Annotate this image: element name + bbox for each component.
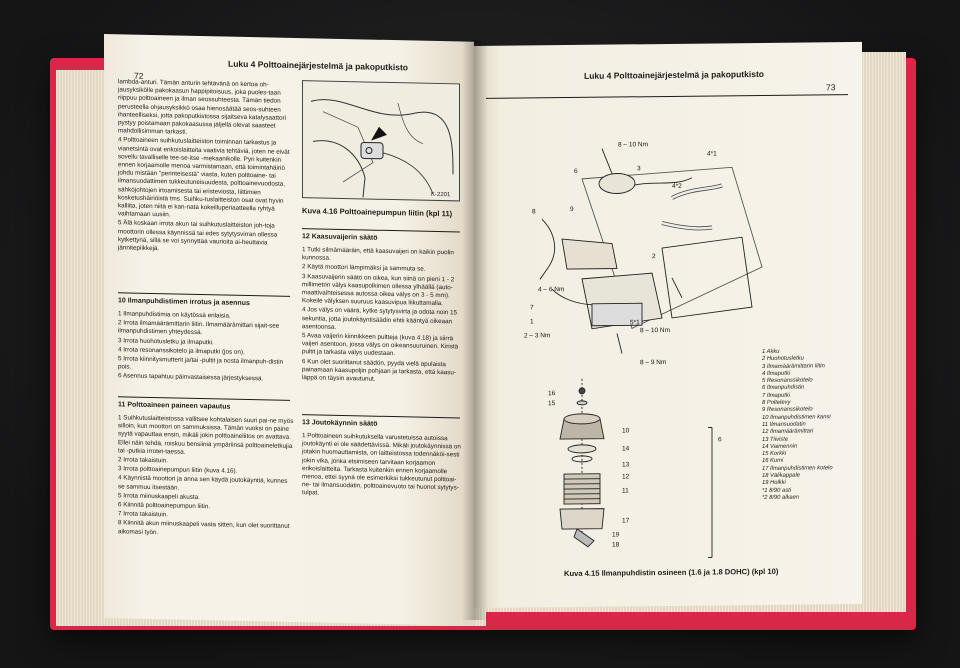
callout-torque: 8 – 10 Nm bbox=[618, 141, 648, 149]
callout-number: 13 bbox=[622, 461, 630, 469]
legend-item: 11 Ilmansuodatin bbox=[762, 421, 806, 428]
callout-number: 12 bbox=[622, 473, 630, 481]
section-13-title: 13 Joutokäynnin säätö bbox=[302, 414, 460, 429]
intro-paragraph: 5 Älä koskaan irrota akun tai suihkutuslaitteiston joh-toja moottorin ollessa käynnissä tai edes sytytysvirran ollessa kytkettynä, sillä se voi synnyttää vaurioita ai-heuttavia jännitepiikkejä. bbox=[118, 219, 278, 253]
step: 1 Ilmanpuhdistimia on käytössä erilaisia. bbox=[118, 310, 231, 320]
step: 2 Irrota takaistuin. bbox=[118, 456, 169, 465]
callout-number: 2 bbox=[652, 253, 656, 261]
callout-number: 10 bbox=[622, 427, 630, 435]
parts-legend bbox=[762, 348, 858, 502]
left-page-header: Luku 4 Polttoainejärjestelmä ja pakoputkisto bbox=[228, 58, 408, 73]
book-spine-shadow bbox=[462, 40, 488, 620]
step: 5 Irrota kiinnitysmutterit ja/tai -pultit ja nosta ilmanpuh-distin pois. bbox=[118, 355, 284, 371]
right-page-number: 73 bbox=[826, 82, 836, 93]
step: 4 Jos välys on väärä, kytke sytytysvirta ja odota noin 15 sekuntia, jotta joutokäyntisäädin ehtii kääntyä oikeaan asentoonsa. bbox=[302, 306, 458, 331]
figure-code: K-2201 bbox=[431, 191, 451, 199]
section-11-body bbox=[118, 414, 294, 541]
legend-item: 6 Ilmanpuhdistin bbox=[762, 385, 805, 392]
section-13-body bbox=[302, 432, 462, 502]
callout-number: 1 bbox=[530, 318, 534, 326]
figure-4-16-caption: Kuva 4.16 Polttoainepumpun liitin (kpl 11) bbox=[302, 206, 453, 219]
step: 1 Polttoaineen suihkutuksella varustetuissa autoissa joutokäynti ei ole säädettävissä. Mikäli joutokäynnissä on jotakin huomauttamista, on laitteistossa todennäköi-sesti jokin vika, jonka etsimiseen tarvitaan korjaamon erikoislaitteita. Tarkasta kuitenkin ennen korjaamolle menoa, ettei syynä ole esimerkiksi tukkeutunut polttoai-ne- tai ilmansuodatin, polttoainevuoto tai huonot sytytys-tulpat. bbox=[302, 432, 461, 497]
step: 5 Avaa vaijerin kiinnikkeen pultteja (kuva 4.18) ja siirrä vaijeri asentoon, jossa välys on oikeansuuruinen. Kiristä pultit ja tarkasta välys uudestaan. bbox=[302, 332, 459, 358]
callout-number: 19 bbox=[612, 531, 620, 539]
step: 6 Asennus tapahtuu päinvastaisessa järjestyksessä. bbox=[118, 372, 264, 383]
step: 5 Irrota miinuskaapeli akusta. bbox=[118, 492, 200, 501]
legend-item: 3 Ilmamäärämittarin liitin bbox=[762, 362, 825, 370]
callout-number: 4*1 bbox=[707, 150, 717, 158]
callout-torque: 8 – 9 Nm bbox=[640, 358, 667, 367]
step: 3 Irrota polttoainepumpun liitin (kuva 4.16). bbox=[118, 465, 238, 476]
step: 8 Kiinnitä akun miinuskaapeli vasta sitten, kun olet suorittanut aikomasi työn. bbox=[118, 519, 290, 536]
header-rule bbox=[486, 94, 848, 99]
left-page-number: 72 bbox=[134, 70, 144, 81]
callout-number: 3 bbox=[637, 165, 641, 173]
legend-item: 8 Poltelevy bbox=[762, 399, 791, 407]
engine-bay-drawing bbox=[540, 147, 762, 354]
callout-number: 9 bbox=[570, 205, 574, 213]
legend-item: 15 Korkki bbox=[762, 450, 787, 458]
callout-number: 8 bbox=[532, 208, 536, 216]
legend-item: *2 8/90 alkaen bbox=[762, 494, 800, 501]
callout-number: 14 bbox=[622, 445, 630, 453]
callout-number: 4*2 bbox=[672, 182, 682, 190]
step: 7 Irrota takaistuin. bbox=[118, 510, 169, 519]
air-cleaner-exploded-view bbox=[560, 378, 712, 560]
callout-number: 6 bbox=[718, 436, 722, 444]
callout-number: 5*1 bbox=[630, 319, 640, 327]
callout-number: 17 bbox=[622, 517, 630, 525]
callout-torque: 8 – 10 Nm bbox=[640, 326, 670, 335]
section-12-body bbox=[302, 246, 462, 387]
legend-item: 12 Ilmamäärämittari bbox=[762, 428, 814, 436]
legend-item: 2 Huohotusletku bbox=[762, 355, 804, 363]
legend-item: 4 Ilmaputki bbox=[762, 370, 791, 377]
step: 4 Irrota resonanssikotelo ja ilmaputki (jos on). bbox=[118, 346, 245, 356]
callout-number: 11 bbox=[622, 487, 629, 495]
section-10-title: 10 Ilmanpuhdistimen irrotus ja asennus bbox=[118, 292, 290, 308]
figure-4-16-drawing bbox=[302, 80, 460, 201]
callout-torque: 4 – 6 Nm bbox=[538, 286, 565, 294]
left-column bbox=[118, 78, 294, 257]
figure-4-15-diagram bbox=[522, 127, 772, 549]
section-12-title: 12 Kaasuvaijerin säätö bbox=[302, 228, 460, 243]
step: 2 Käytä moottori lämpimäksi ja sammuta se. bbox=[302, 263, 426, 274]
step: 4 Käynnistä moottori ja anna sen käydä joutokäyntiä, kunnes se sammuu itsestään. bbox=[118, 474, 288, 492]
callout-number: 6 bbox=[574, 167, 578, 175]
callout-torque: 2 – 3 Nm bbox=[524, 332, 551, 340]
callout-number: 7 bbox=[530, 304, 534, 312]
legend-item: 7 Ilmaputki bbox=[762, 392, 791, 399]
left-page bbox=[104, 34, 474, 626]
legend-item: 14 Vaimennin bbox=[762, 443, 798, 450]
legend-item: 1 Akku bbox=[762, 348, 780, 355]
legend-item: *1 8/90 asti bbox=[762, 487, 792, 494]
step: 6 Kun olet suorittanut säädön, pyydä vielä apulaista painamaan kaasupoljin pohjaan ja tarkasta, että kaasu-läppä on täysin avautunut. bbox=[302, 357, 457, 383]
section-11-title: 11 Polttoaineen paineen vapautus bbox=[118, 396, 290, 412]
step: 3 Irrota huohotusletku ja ilmaputki. bbox=[118, 336, 214, 346]
fuel-pump-connector-illustration bbox=[303, 81, 461, 202]
section-10-body bbox=[118, 310, 294, 385]
legend-item: 13 Tiiviste bbox=[762, 436, 789, 443]
figure-4-15-caption: Kuva 4.15 Ilmanpuhdistin osineen (1.6 ja 1.8 DOHC) (kpl 10) bbox=[564, 566, 779, 579]
legend-item: 16 Kumi bbox=[762, 458, 784, 465]
legend-item: 17 Ilmanpuhdistimen kotelo bbox=[762, 464, 833, 472]
intro-paragraph: 4 Polttoaineen suihkutuslaitteiston toiminnan tarkastus ja vianetsintä ovat erikoislaitteita vaativia tehtäviä, joten ne eivät sovellu tavalliselle tee-se-itse -mekaanikolle. Pyri kuitenkin ennen korjaamolle menoa varmistamaan, että toimintahäiriö johdu mistään "perinteisestä" viasta, kuten polttoaine- tai ilmansuodattimen tukkeutuneisuudesta, polttoainevuodosta, sähköjohtojen irtoamisesta tai eristeviosta, liittimien kosketushäiriöistä tms. Suihku-tuslaitteiston osat ovat hyvin kalliita, joten niitä ei kan-nata kokeilluperiaatteella ryhtyä vaihtamaan uusiin. bbox=[118, 136, 290, 219]
step: 2 Irrota ilmamäärämittarin liitin. Ilmamäärämittari sijait-see ilmanpuhdistimen yhteydessä. bbox=[118, 319, 280, 337]
step: 1 Tutki silmämääräin, että kaasuvaijeri on kaikin puolin kunnossa. bbox=[302, 246, 454, 262]
legend-item: 9 Resonanssikotelo bbox=[762, 406, 813, 414]
callout-number: 15 bbox=[548, 400, 556, 408]
intro-paragraph: lambda-anturi. Tämän anturin tehtävänä on kertoa oh-jausyksikölle pakokaasun happipitoisuus, joka puoles-taan riippuu polttoaineen ja ilman seossuhteesta. Tämän tiedon perusteella ohjausyksikkö osaa hienosäätää seos-suhteen ihanteelliseksi, jotta pakoputkistossa sijaitseva katalysaattori pystyy poistamaan pakokaasussa jäljellä olevat saasteet mahdollisimman tarkasti. bbox=[118, 78, 287, 136]
step: 6 Kiinnitä polttoainepumpun liitin. bbox=[118, 501, 211, 511]
legend-item: 19 Holkki bbox=[762, 480, 786, 487]
callout-number: 16 bbox=[548, 390, 556, 398]
right-page-header: Luku 4 Polttoainejärjestelmä ja pakoputkisto bbox=[584, 68, 764, 81]
callout-number: 18 bbox=[612, 541, 620, 549]
step: 3 Kaasuvaijerin säätö on oikea, kun siinä on pieni 1 - 2 millimetrin välys kaasupolkimen ollessa ylhäällä (auto-maattivaihteisessa autossa oikea välys on 3 - 5 mm). Kokeile välyksen suuruus kaasuvipua liikuttamalla. bbox=[302, 272, 455, 308]
legend-item: 5 Resonanssikotelo bbox=[762, 377, 813, 385]
step: 1 Suihkutuslaitteistossa vallitsee kohtalaisen suuri pai-ne myös silloin, kun moottori on sammuksissa. Tämän vuoksi on paine syytä vapauttaa ensin, mikäli jokin polttoaineliitos on avattava. Ellei näin tehdä, roiskuu bensiiniä ympäriinsä polttoaineletkujia tai -putkia irrotet-taessa. bbox=[118, 414, 294, 456]
legend-item: 18 Välikappale bbox=[762, 472, 801, 480]
legend-item: 10 Ilmanpuhdistimen kansi bbox=[762, 413, 831, 421]
right-page bbox=[474, 42, 862, 608]
